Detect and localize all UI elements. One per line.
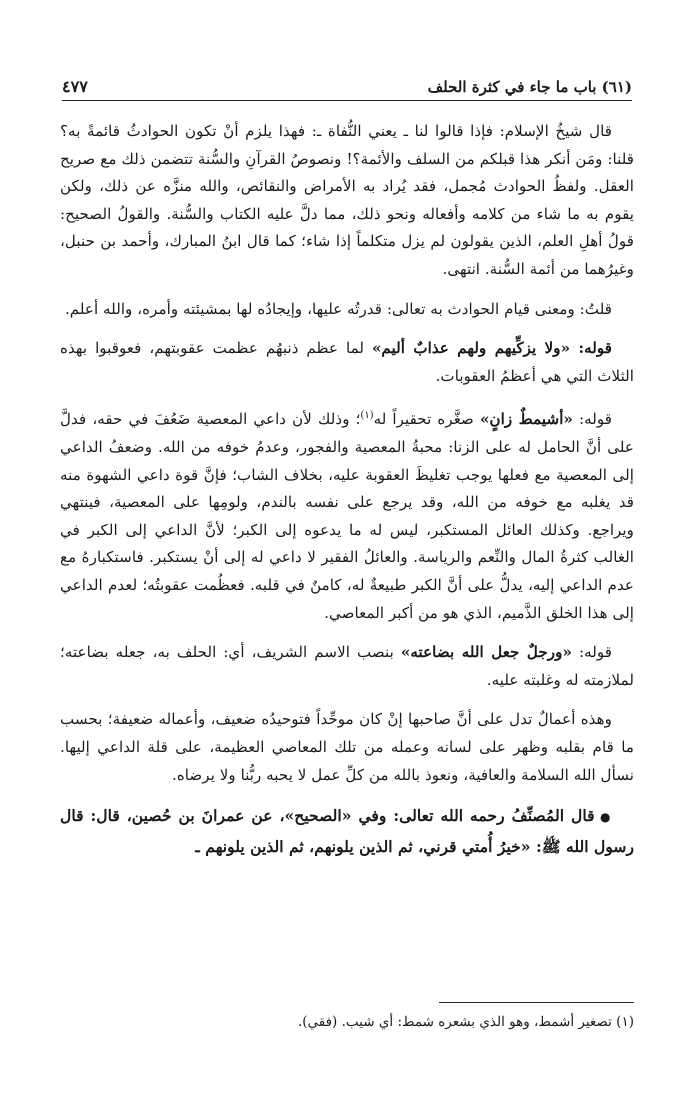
bullet-icon: ●: [599, 810, 612, 825]
author-hadith-text: قال المُصنِّفُ رحمه الله تعالى: وفي «الصحيح»، عن عمرانَ بن حُصين، قال: قال رسول الله ﷺ: «خيرُ أُمتي قرني، ثم الذين يلونهم، ثم الذين يلونهم ـ: [60, 806, 634, 857]
commentary-wala-yuzakkihim: لما عظم ذنبهُم عظمت عقوبتهم، فعوقبوا بهذه الثلاث التي هي أعظمُ العقوبات.: [60, 339, 634, 385]
quote-ushaymit: «أشيمطٌ زانٍ»: [479, 410, 573, 429]
paragraph-amal: وهذه أعمالٌ تدل على أنَّ صاحبها إنْ كان موحِّداً فتوحيدُه ضعيف، وأعماله ضعيفة؛ بحسب ما قام بقلبه وظهر على لسانه وعمله من تلك المعاصي العظيمة، على قلة الداعي إليها. نسأل الله السلامة والعافية، ونعوذ بالله من كلِّ عمل لا يحبه ربُّنا ولا يرضاه.: [60, 710, 634, 784]
footnote-marker: (١): [360, 410, 374, 422]
page-number: ٤٧٧: [62, 77, 88, 96]
commentary-bidaatahu: بنصب الاسم الشريف، أي: الحلف به، جعله بضاعته؛ لملازمته له وغلبته عليه.: [60, 643, 634, 689]
footnote-divider: [439, 1002, 634, 1003]
qawluhu-lead: قوله:: [572, 410, 612, 429]
qawluhu-lead: قوله:: [571, 643, 612, 662]
quote-bidaatahu: «ورجلٌ جعل الله بضاعته»: [400, 643, 572, 662]
paragraph-bidaatahu: [60, 639, 634, 694]
paragraph-ushaymit: [60, 402, 634, 627]
paragraph-ibn-taymiyya: قال شيخُ الإسلام: فإذا قالوا لنا ـ يعني النُّفاة ـ: فهذا يلزم أنْ تكون الحوادثُ قائمةً به؟ قلنا: ومَن أنكر هذا قبلكم من السلف والأئمة؟! ونصوصُ القرآنِ والسُّنة تتضمن ذلك مع صريح العقل. ولفظُ الحوادث مُجمل، فقد يُراد به الأمراض والنقائص، والله منزَّه عن ذلك، ولكن يقوم به ما شاء من كلامه وأفعاله ونحو ذلك، مما دلَّ عليه الكتاب والسُّنة. والقولُ الصحيح: قولُ أهلِ العلم، الذين يقولون لم يزل متكلماً إذا شاء؛ كما قال ابنُ المبارك، وأحمد بن حنبل، وغيرُهما من أئمة السُّنة. انتهى.: [60, 122, 634, 278]
footnote: (١) تصغير أشمط، وهو الذي بشعره شمط: أي شيب. (فقي).: [297, 1014, 634, 1030]
author-hadith: [60, 801, 634, 861]
page-body: [60, 118, 634, 873]
commentary-ushaymit-start: صغَّره تحقيراً له: [373, 410, 480, 429]
quote-wala-yuzakkihim: قوله: «ولا يزكِّيهم ولهم عذابٌ أليم»: [371, 339, 612, 358]
paragraph-qultu: قلتُ: ومعنى قيام الحوادث به تعالى: قدرتُه عليها، وإيجادُه لها بمشيئته وأمره، والله أعلم.: [64, 299, 612, 318]
paragraph-wala-yuzakkihim: [60, 335, 634, 390]
chapter-title: (٦١) باب ما جاء في كثرة الحلف: [427, 78, 632, 96]
commentary-ushaymit: ؛ وذلك لأن داعي المعصية ضَعُفَ في حقه، فدلَّ على أنَّ الحامل له على الزنا: محبةُ المعصية والفجور، وعدمُ خوفه من الله. وضعفُ الداعي إلى المعصية مع فعلها يوجب تغليظَ العقوبة عليه، بخلاف الشاب؛ فإنَّ قوة داعي الشهوة منه قد يغلبه مع خوفه من الله، وقد يرجع على نفسه بالندم، ولومِها على المعصية، فينتهي ويراجع. وكذلك العائل المستكبر، ليس له ما يدعوه إلى الكبر؛ لأنَّ الداعي إلى الكبر في الغالب كثرةُ المال والنِّعم والرياسة. والعائلُ الفقير لا داعي له إلى أنْ يستكبر. فاستكبارهُ مع عدم الداعي إليه، يدلُّ على أنَّ الكبر طبيعةٌ له، كامنٌ في قلبه. فعظُمت عقوبتُه؛ لعدم الداعي إلى هذا الخلق الذَّميم، الذي هو من أكبر المعاصي.: [60, 410, 634, 622]
page-header: [62, 62, 632, 101]
